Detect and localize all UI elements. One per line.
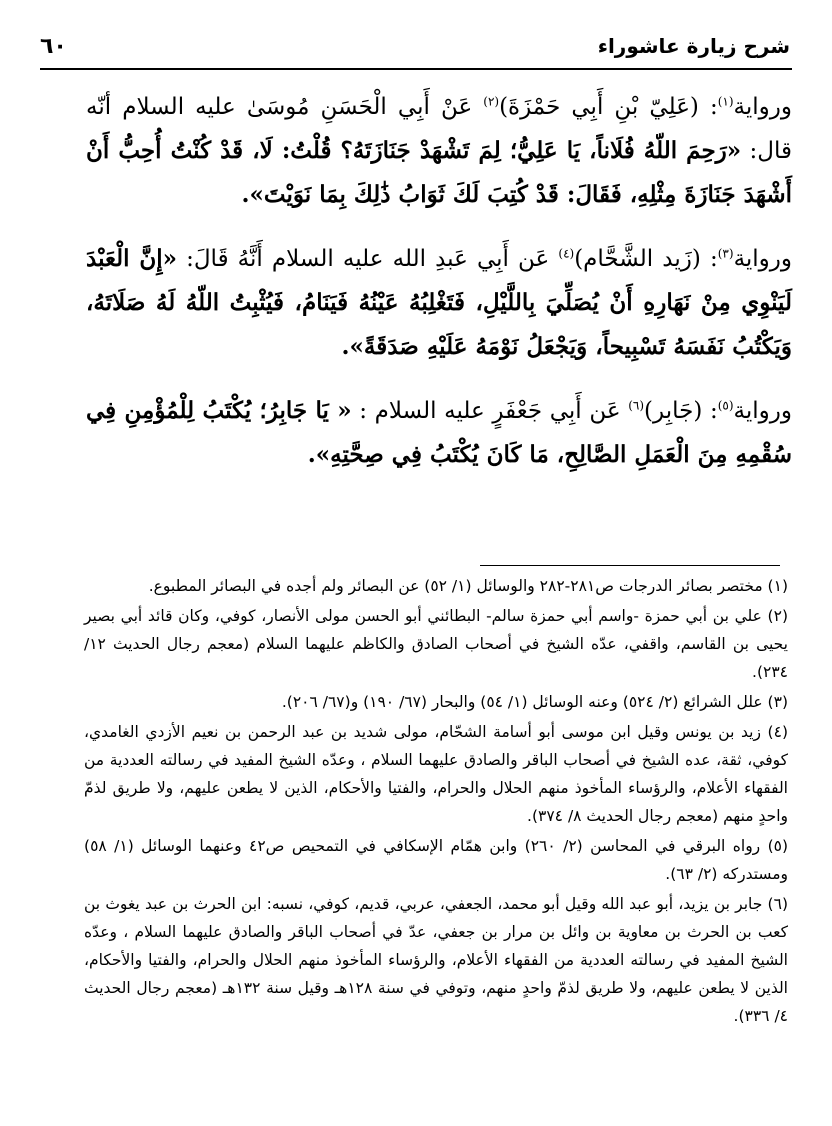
narration-chain: عَن أَبِي جَعْفَرٍ عليه السلام : <box>351 398 629 424</box>
footnote-divider <box>480 565 780 566</box>
narration-chain: عَن أَبِي عَبدِ الله عليه السلام أَنَّهُ قَالَ: <box>176 246 559 272</box>
hadith-quote: « يَا جَابِرُ؛ يُكْتَبُ لِلْمُؤْمِنِ فِي سُقْمِهِ مِنَ الْعَمَلِ الصَّالِحِ، مَا كَانَ يُكْتَبُ فِي صِحَّتِهِ». <box>86 397 792 468</box>
header-divider <box>40 68 792 70</box>
narration-paragraph-2 <box>86 237 792 369</box>
footnote-ref[interactable]: (٥) <box>717 398 734 413</box>
narration-chain: عَنْ أَبِي الْحَسَنِ مُوسَىٰ عليه السلام أنّه قال: <box>86 94 792 164</box>
hadith-quote: «إِنَّ الْعَبْدَ لَيَنْوِي مِنْ نَهَارِهِ أَنْ يُصَلِّيَ بِاللَّيْلِ، فَتَغْلِبُهُ عَيْنُهُ فَيَنَامُ، فَيُثْبِتُ اللّهُ لَهُ صَلَاتَهُ، وَيَكْتُبُ نَفَسَهُ تَسْبِيحاً، وَيَجْعَلُ نَوْمَهُ عَلَيْهِ صَدَقَةً». <box>86 245 792 360</box>
narrator-name: : (جَابِر) <box>644 398 718 424</box>
running-title: شرح زيارة عاشوراء <box>597 34 790 58</box>
footnote-3: (٣) علل الشرائع (٢/ ٥٢٤) وعنه الوسائل (١/ ٥٤) والبحار (٦٧/ ١٩٠) و(٦٧/ ٢٠٦). <box>281 693 788 711</box>
footnote-6: (٦) جابر بن يزيد، أبو عبد الله وقيل أبو محمد، الجعفي، عربي، قديم، كوفي، نسبه: ابن الحرث بن عبد يغوث بن كعب بن الحرث بن معاوية بن وائل بن مرار بن جعفي، عدّ في أصحاب الباقر والصادق عليهما السلام ، وعدّه الشيخ المفيد في رسالته العددية من الفقهاء الأعلام، والرؤساء المأخوذ منهم الحلال والحرام، والفتيا والأحكام، الذين لا يطعن عليهم، ولا طريق لذمّ واحدٍ منهم، وتوفي في سنة ١٢٨هـ وقيل سنة ١٣٢هـ (معجم رجال الحديث ٤/ ٣٣٦). <box>84 895 788 1025</box>
footnote-ref[interactable]: (٤) <box>558 246 575 261</box>
narrator-name: : (زَيد الشَّحَّام) <box>574 246 718 272</box>
footnote-ref[interactable]: (٣) <box>717 246 734 261</box>
narration-lead: ورواية <box>733 246 793 272</box>
footnote-1: (١) مختصر بصائر الدرجات ص٢٨١-٢٨٢ والوسائل (١/ ٥٢) عن البصائر ولم أجده في البصائر المطبوع. <box>148 577 788 595</box>
hadith-quote: «رَحِمَ اللّهُ فُلَاناً، يَا عَلِيُّ؛ لِمَ تَشْهَدْ جَنَازَتَهُ؟ قُلْتُ: لَا، قَدْ كُنْتُ أُحِبُّ أَنْ أَشْهَدَ جَنَازَةَ مِثْلِهِ، فَقَالَ: قَدْ كُتِبَ لَكَ ثَوَابُ ذَٰلِكَ بِمَا نَوَيْتَ». <box>86 137 792 208</box>
page-header <box>40 28 790 64</box>
footnote-ref[interactable]: (٢) <box>483 94 500 109</box>
footnote-2: (٢) علي بن أبي حمزة -واسم أبي حمزة سالم- البطائني أبو الحسن مولى الأنصار، كوفي، وكان قائد أبي بصير يحيى بن القاسم، واقفي، عدّه الشيخ في أصحاب الصادق والكاظم عليهما السلام (معجم رجال الحديث ١٢/ ٢٣٤). <box>84 607 788 681</box>
footnote-5: (٥) رواه البرقي في المحاسن (٢/ ٢٦٠) وابن همّام الإسكافي في التمحيص ص٤٢ وعنهما الوسائل (١/ ٥٨) ومستدركه (٢/ ٦٣). <box>84 837 789 883</box>
footnote-ref[interactable]: (١) <box>717 94 734 109</box>
page-number: ٦٠ <box>40 33 67 59</box>
narration-paragraph-3 <box>86 389 792 477</box>
footnotes-section <box>84 572 788 1032</box>
footnote-ref[interactable]: (٦) <box>628 398 645 413</box>
main-text <box>86 86 792 477</box>
narration-lead: ورواية <box>733 398 792 424</box>
footnote-4: (٤) زيد بن يونس وقيل ابن موسى أبو أسامة الشحّام، مولى شديد بن عبد الرحمن بن نعيم الأزدي الغامدي، كوفي، ثقة، عده الشيخ في أصحاب الباقر والصادق عليهما السلام ، وعدّه الشيخ المفيد في رسالته العددية من الفقهاء الأعلام، والرؤساء المأخوذ منهم الحلال والحرام، والفتيا والأحكام، الذين لا يطعن عليهم، ولا طريق لذمّ واحدٍ منهم (معجم رجال الحديث ٨/ ٣٧٤). <box>84 723 788 825</box>
narrator-name: : (عَلِيّ بْنِ أَبِي حَمْزَةَ) <box>499 94 718 120</box>
narration-paragraph-1 <box>86 86 792 217</box>
narration-lead: ورواية <box>733 94 792 120</box>
